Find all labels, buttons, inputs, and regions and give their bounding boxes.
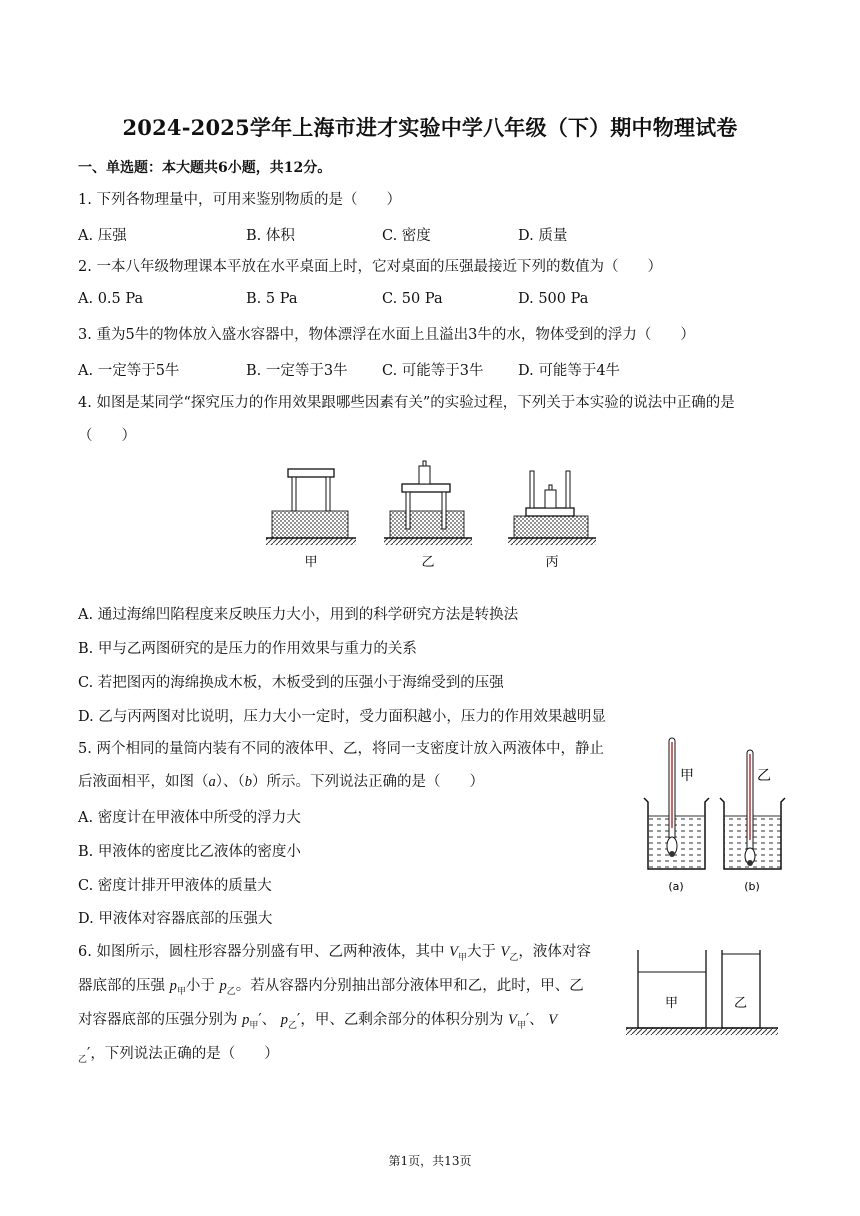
question-5-option-d: D. 甲液体对容器底部的压强大	[78, 911, 273, 927]
beaker-a-label: 甲	[680, 768, 694, 784]
page-footer: 第1页，共13页	[388, 1154, 472, 1168]
question-3-option-c: C. 可能等于3牛	[382, 363, 484, 379]
question-5-option-b: B. 甲液体的密度比乙液体的密度小	[78, 844, 301, 860]
question-5-option-a: A. 密度计在甲液体中所受的浮力大	[78, 810, 301, 826]
hydrometer-figure	[640, 732, 790, 896]
question-4-option-c: C. 若把图丙的海绵换成木板，木板受到的压强小于海绵受到的压强	[78, 675, 504, 691]
figure-yi	[384, 461, 472, 545]
question-1-option-a: A. 压强	[78, 228, 127, 244]
question-5-option-c: C. 密度计排开甲液体的质量大	[78, 878, 272, 894]
page-title: 2024-2025学年上海市进才实验中学八年级（下）期中物理试卷	[122, 115, 738, 140]
beaker-b-label: 乙	[757, 768, 771, 784]
question-4-option-d: D. 乙与丙两图对比说明，压力大小一定时，受力面积越小，压力的作用效果越明显	[78, 709, 606, 725]
figure-jia	[266, 469, 356, 545]
question-2-option-c: C. 50 Pa	[382, 291, 443, 307]
question-5-stem-line1: 5. 两个相同的量筒内装有不同的液体甲、乙，将同一支密度计放入两液体中，静止	[78, 741, 604, 757]
question-3-option-a: A. 一定等于5牛	[78, 363, 180, 379]
figure-label-yi: 乙	[421, 555, 435, 570]
caption-a: (a)	[668, 880, 684, 893]
question-6-line4: $_乙$′，下列说法正确的是（ ）	[78, 1046, 279, 1065]
question-2-option-b: B. 5 Pa	[246, 291, 298, 307]
question-2-option-d: D. 500 Pa	[518, 291, 589, 307]
question-4-stem-line2: （ ）	[78, 428, 136, 444]
question-1-stem: 1. 下列各物理量中，可用来鉴别物质的是（ ）	[78, 192, 401, 208]
beaker-a	[644, 738, 709, 893]
sponge-experiment-figure	[258, 458, 610, 572]
question-3-option-d: D. 可能等于4牛	[518, 363, 621, 379]
question-4-stem-line1: 4. 如图是某同学“探究压力的作用效果跟哪些因素有关”的实验过程，下列关于本实验的说法中正确的是	[78, 395, 735, 411]
question-1-option-c: C. 密度	[382, 228, 431, 244]
figure-label-jia: 甲	[304, 555, 318, 570]
question-6-line1: 6. 如图所示，圆柱形容器分别盛有甲、乙两种液体，其中 $V_甲$大于 $V_乙$，液体对容	[78, 944, 591, 963]
question-2-option-a: A. 0.5 Pa	[78, 291, 144, 307]
question-3-option-b: B. 一定等于3牛	[246, 363, 348, 379]
question-1-option-b: B. 体积	[246, 228, 295, 244]
cylinder-containers-figure	[622, 944, 782, 1036]
question-4-option-b: B. 甲与乙两图研究的是压力的作用效果与重力的关系	[78, 641, 417, 657]
question-6-line2: 器底部的压强 $p_甲$小于 $p_乙$。若从容器内分别抽出部分液体甲和乙，此时，甲、乙	[78, 978, 584, 997]
caption-b: (b)	[744, 880, 760, 893]
question-6-line3: 对容器底部的压强分别为 $p_甲'$、 $p_乙'$，甲、乙剩余部分的体积分别为 $V_甲'$、 V	[78, 1012, 558, 1031]
container-yi-label: 乙	[734, 996, 748, 1011]
figure-bing	[508, 471, 596, 545]
question-2-stem: 2. 一本八年级物理课本平放在水平桌面上时，它对桌面的压强最接近下列的数值为（ ）	[78, 259, 662, 275]
question-3-stem: 3. 重为5牛的物体放入盛水容器中，物体漂浮在水面上且溢出3牛的水，物体受到的浮力（ ）	[78, 327, 695, 343]
question-4-option-a: A. 通过海绵凹陷程度来反映压力大小，用到的科学研究方法是转换法	[78, 607, 519, 623]
question-1-option-d: D. 质量	[518, 228, 568, 244]
section-heading: 一、单选题：本大题共6小题，共12分。	[78, 160, 332, 176]
figure-label-bing: 丙	[545, 555, 559, 570]
question-5-stem-line2: 后液面相平，如图（a）、（b）所示。下列说法正确的是（ ）	[78, 774, 484, 790]
container-jia-label: 甲	[665, 996, 679, 1011]
beaker-b	[720, 750, 785, 893]
